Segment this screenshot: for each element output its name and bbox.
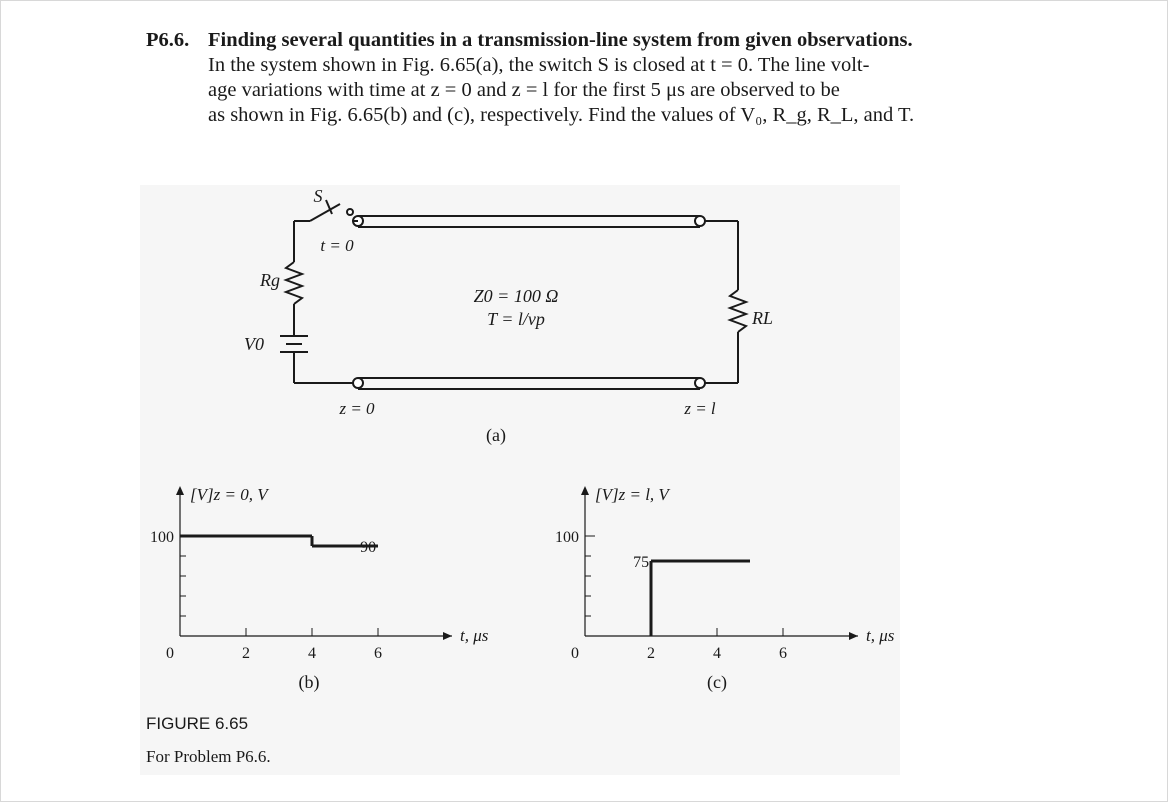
y-tick-label: 100 [555, 529, 579, 546]
problem-line: In the system shown in Fig. 6.65(a), the switch S is closed at t = 0. The line volt- [208, 54, 870, 76]
data-label: 75 [633, 554, 650, 571]
x-tick-label: 2 [647, 645, 655, 662]
x-tick-label: 4 [713, 645, 721, 662]
terminal-bottom-left [353, 378, 363, 388]
plot-c [555, 485, 895, 693]
chart-title: [V]z = 0, V [190, 485, 268, 504]
z-start-label: z = 0 [339, 399, 375, 418]
caption-a: (a) [486, 425, 506, 445]
impedance-label: Z0 = 100 Ω [473, 286, 559, 306]
delay-label: T = l/vp [487, 309, 545, 329]
chart-caption: (c) [707, 672, 727, 692]
x-tick-label: 4 [308, 645, 316, 662]
data-label: 90 [360, 539, 377, 556]
rl-label: RL [752, 308, 774, 328]
switch-icon [294, 200, 358, 221]
rg-label: Rg [260, 270, 280, 290]
x-tick-label: 6 [374, 645, 382, 662]
resistor-rg-icon [286, 262, 302, 304]
problem-line: as shown in Fig. 6.65(b) and (c), respectively. Find the values of V₀, R_g, R_L, and T. [208, 104, 915, 126]
problem-title: Finding several quantities in a transmission-line system from given observations. [208, 29, 913, 51]
x-tick-label: 0 [571, 645, 579, 662]
battery-icon [280, 336, 308, 352]
problem-number: P6.6. [146, 29, 190, 51]
x-tick-label: 0 [166, 645, 174, 662]
terminal-bottom-right [695, 378, 705, 388]
x-tick-label: 2 [242, 645, 250, 662]
y-tick-label: 100 [150, 529, 174, 546]
figure-subcaption: For Problem P6.6. [146, 747, 271, 766]
x-axis-label: t, μs [866, 626, 895, 645]
y-axis-arrow-icon [581, 486, 589, 495]
problem-line: age variations with time at z = 0 and z = l for the first 5 μs are observed to be [208, 79, 840, 101]
z-end-label: z = l [684, 399, 716, 418]
x-axis-arrow-icon [849, 632, 858, 640]
terminal-top-right [695, 216, 705, 226]
x-axis-label: t, μs [460, 626, 489, 645]
chart-caption: (b) [298, 672, 320, 692]
plot-b [150, 485, 489, 693]
figure-caption: FIGURE 6.65 [146, 714, 249, 733]
resistor-rl-icon [730, 290, 746, 332]
x-tick-label: 6 [779, 645, 787, 662]
y-axis-arrow-icon [176, 486, 184, 495]
v0-label: V0 [244, 334, 264, 354]
x-axis-arrow-icon [443, 632, 452, 640]
switch-time-label: t = 0 [320, 236, 354, 255]
chart-title: [V]z = l, V [595, 485, 669, 504]
switch-label: S [313, 186, 323, 206]
